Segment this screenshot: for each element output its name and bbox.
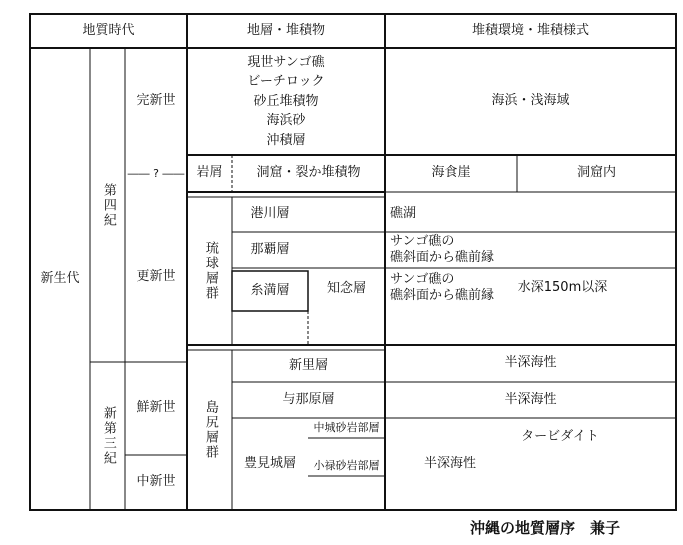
member-nakagusuku-sandstone: 中城砂岩部層 — [313, 421, 380, 435]
header-environment: 堆積環境・堆積様式 — [471, 22, 589, 38]
env-in-cave: 洞窟内 — [576, 165, 616, 181]
env-hemipelagic-shinzato: 半深海性 — [504, 355, 557, 371]
figure-caption: 沖縄の地質層序 兼子 — [470, 518, 621, 537]
strata-holocene-deposits: 現世サンゴ礁 ビーチロック 砂丘堆積物 海浜砂 沖積層 — [247, 54, 325, 148]
strata-chinen: 知念層 — [326, 281, 366, 297]
strata-tomigusuku: 豊見城層 — [243, 455, 296, 471]
period-quaternary: 第四紀 — [100, 182, 116, 228]
epoch-pleistocene: 更新世 — [136, 268, 176, 284]
strata-yonabaru: 与那原層 — [282, 391, 335, 407]
member-kohagura-sandstone: 小禄砂岩部層 — [313, 459, 380, 473]
header-geologic-age: 地質時代 — [82, 22, 135, 38]
epoch-holocene: 完新世 — [136, 93, 176, 109]
strata-naha: 那覇層 — [250, 241, 290, 257]
env-turbidite: タービダイト — [521, 428, 599, 444]
header-strata: 地層・堆積物 — [246, 22, 325, 38]
env-lagoon: 礁湖 — [390, 206, 417, 222]
env-coral-reef-itoman: サンゴ礁の 礁斜面から礁前縁 — [390, 271, 495, 303]
env-hemipelagic-yonabaru: 半深海性 — [504, 391, 557, 407]
epoch-boundary-uncertain: ―― ? ―― — [127, 167, 185, 181]
strata-itoman: 糸満層 — [250, 282, 290, 298]
strata-shinzato: 新里層 — [288, 357, 328, 373]
strata-minatogawa: 港川層 — [250, 206, 290, 222]
period-neogene: 新第三紀 — [100, 406, 116, 466]
group-shimajiri: 島尻層群 — [202, 400, 218, 460]
strata-rock-scree: 岩屑 — [196, 165, 223, 181]
env-hemipelagic-tomigusuku: 半深海性 — [423, 455, 476, 471]
env-depth: 水深150m以深 — [517, 279, 608, 295]
era-cenozoic: 新生代 — [40, 270, 80, 286]
epoch-pliocene: 鮮新世 — [136, 400, 176, 416]
strata-cave-fissure: 洞窟・裂か堆積物 — [256, 165, 361, 181]
env-coral-reef-naha: サンゴ礁の 礁斜面から礁前縁 — [390, 233, 495, 265]
group-ryukyu: 琉球層群 — [202, 241, 218, 301]
env-sea-cliff: 海食崖 — [431, 165, 471, 181]
env-beach-shallow: 海浜・浅海域 — [491, 93, 570, 109]
epoch-miocene: 中新世 — [136, 474, 176, 490]
